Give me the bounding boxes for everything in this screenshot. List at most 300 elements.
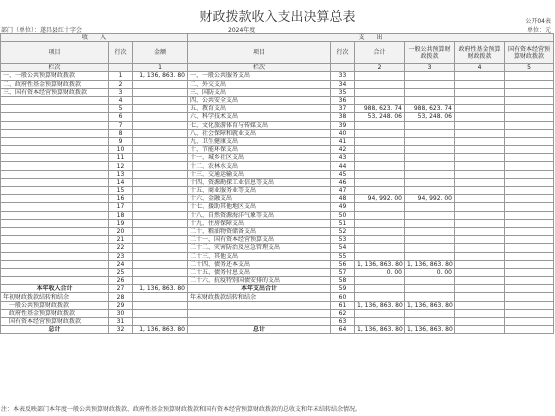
- expense-gov-fund-cell: [455, 88, 505, 96]
- expense-gov-fund-cell: [455, 113, 505, 121]
- lanci-2: 2: [355, 64, 405, 72]
- expense-general-cell: 1, 136, 863. 80: [405, 326, 455, 334]
- expense-gov-fund-cell: [455, 252, 505, 260]
- expense-general-cell: [405, 162, 455, 170]
- unit-label: 单位：元: [526, 27, 551, 34]
- expense-line-cell: 55: [331, 252, 355, 260]
- expense-item-cell: 本年支出合计: [188, 285, 331, 293]
- expense-item-cell: 六、科学技术支出: [188, 113, 331, 121]
- income-amount-cell: 1, 136, 863. 80: [133, 285, 188, 293]
- col-line-income: 行次: [109, 42, 133, 64]
- expense-item-cell: 七、文化旅游体育与传媒支出: [188, 121, 331, 129]
- expense-line-cell: 42: [331, 146, 355, 154]
- income-item-cell: [1, 121, 109, 129]
- expense-total-cell: 988, 623. 74: [355, 105, 405, 113]
- expense-item-cell: 五、教育支出: [188, 105, 331, 113]
- income-item-cell: [1, 154, 109, 162]
- table-row: [1, 301, 554, 309]
- income-item-cell: [1, 129, 109, 137]
- lanci-empty: [109, 64, 133, 72]
- expense-gov-fund-cell: [455, 170, 505, 178]
- expense-item-cell: 二十五、债务付息支出: [188, 268, 331, 276]
- expense-line-cell: 38: [331, 113, 355, 121]
- expense-line-cell: 33: [331, 72, 355, 80]
- expense-line-cell: 37: [331, 105, 355, 113]
- income-item-cell: 年初财政拨款结转和结余: [1, 293, 109, 301]
- table-row: [1, 219, 554, 227]
- expense-line-cell: 35: [331, 88, 355, 96]
- col-amount: 金额: [133, 42, 188, 64]
- expense-total-cell: [355, 277, 405, 285]
- lanci-4: 4: [455, 64, 505, 72]
- expense-item-cell: 二十、粮油物资储备支出: [188, 227, 331, 235]
- expense-general-cell: [405, 236, 455, 244]
- table-row: [1, 105, 554, 113]
- expense-line-cell: 39: [331, 121, 355, 129]
- expense-general-cell: 94, 992. 00: [405, 195, 455, 203]
- expense-total-cell: [355, 309, 405, 317]
- lanci-label: 栏次: [188, 64, 331, 72]
- income-amount-cell: [133, 121, 188, 129]
- expense-item-cell: 八、社会保障和就业支出: [188, 129, 331, 137]
- expense-general-cell: 0. 00: [405, 268, 455, 276]
- table-row: [1, 195, 554, 203]
- expense-general-cell: [405, 285, 455, 293]
- expense-gov-fund-cell: [455, 146, 505, 154]
- expense-item-cell: 十六、金融支出: [188, 195, 331, 203]
- expense-total-cell: [355, 178, 405, 186]
- expense-total-cell: [355, 252, 405, 260]
- table-row: [1, 203, 554, 211]
- income-amount-cell: [133, 252, 188, 260]
- expense-item-cell: 一、一般公共服务支出: [188, 72, 331, 80]
- income-item-cell: [1, 260, 109, 268]
- income-line-cell: 9: [109, 137, 133, 145]
- expense-item-cell: 十二、农林水支出: [188, 162, 331, 170]
- col-gov-fund: 政府性基金预算财政拨款: [455, 42, 505, 64]
- expense-soe-cell: [505, 219, 554, 227]
- table-row: [1, 326, 554, 334]
- income-item-cell: [1, 211, 109, 219]
- expense-general-cell: [405, 219, 455, 227]
- expense-item-cell: [188, 309, 331, 317]
- income-line-cell: 23: [109, 252, 133, 260]
- expense-general-cell: 53, 248. 06: [405, 113, 455, 121]
- expense-line-cell: 64: [331, 326, 355, 334]
- income-line-cell: 7: [109, 121, 133, 129]
- income-amount-cell: [133, 293, 188, 301]
- expense-gov-fund-cell: [455, 227, 505, 235]
- income-item-cell: [1, 170, 109, 178]
- income-amount-cell: 1, 136, 863. 80: [133, 72, 188, 80]
- expense-soe-cell: [505, 162, 554, 170]
- income-amount-cell: [133, 203, 188, 211]
- expense-line-cell: 61: [331, 301, 355, 309]
- income-line-cell: 14: [109, 178, 133, 186]
- expense-soe-cell: [505, 113, 554, 121]
- income-amount-cell: [133, 227, 188, 235]
- income-line-cell: 20: [109, 227, 133, 235]
- lanci-3: 3: [405, 64, 455, 72]
- table-row: [1, 293, 554, 301]
- expense-line-cell: 41: [331, 137, 355, 145]
- expense-gov-fund-cell: [455, 137, 505, 145]
- expense-total-cell: [355, 88, 405, 96]
- year-label: 2024年度: [228, 27, 256, 34]
- expense-total-cell: [355, 227, 405, 235]
- expense-soe-cell: [505, 88, 554, 96]
- expense-total-cell: 1, 136, 863. 80: [355, 326, 405, 334]
- table-row: [1, 178, 554, 186]
- table-row: [1, 236, 554, 244]
- expense-gov-fund-cell: [455, 211, 505, 219]
- expense-soe-cell: [505, 285, 554, 293]
- expense-line-cell: 60: [331, 293, 355, 301]
- lanci-1: 1: [133, 64, 188, 72]
- expense-total-cell: [355, 162, 405, 170]
- expense-item-cell: 十一、城乡社区支出: [188, 154, 331, 162]
- budget-table: [0, 33, 554, 334]
- income-line-cell: 4: [109, 96, 133, 104]
- expense-gov-fund-cell: [455, 277, 505, 285]
- expense-general-cell: [405, 293, 455, 301]
- table-row: [1, 211, 554, 219]
- dept-label: 部门（单位）：遂昌县红十字会: [1, 27, 83, 34]
- expense-gov-fund-cell: [455, 318, 505, 326]
- expense-line-cell: 63: [331, 318, 355, 326]
- expense-item-cell: 十九、住房保障支出: [188, 219, 331, 227]
- table-row: [1, 121, 554, 129]
- income-line-cell: 31: [109, 318, 133, 326]
- expense-line-cell: 51: [331, 219, 355, 227]
- col-general-budget: 一般公共预算财政拨款: [405, 42, 455, 64]
- expense-total-cell: [355, 285, 405, 293]
- expense-soe-cell: [505, 318, 554, 326]
- expense-general-cell: [405, 309, 455, 317]
- table-row: [1, 268, 554, 276]
- income-amount-cell: [133, 268, 188, 276]
- expense-gov-fund-cell: [455, 236, 505, 244]
- expense-soe-cell: [505, 260, 554, 268]
- income-line-cell: 17: [109, 203, 133, 211]
- income-item-cell: 三、国有资本经营预算财政拨款: [1, 88, 109, 96]
- income-amount-cell: [133, 146, 188, 154]
- col-total: 合计: [355, 42, 405, 64]
- income-line-cell: 21: [109, 236, 133, 244]
- expense-gov-fund-cell: [455, 187, 505, 195]
- expense-general-cell: [405, 277, 455, 285]
- income-amount-cell: [133, 137, 188, 145]
- income-line-cell: 11: [109, 154, 133, 162]
- expense-item-cell: 十五、商业服务业等支出: [188, 187, 331, 195]
- income-amount-cell: 1, 136, 863. 80: [133, 326, 188, 334]
- income-line-cell: 15: [109, 187, 133, 195]
- expense-line-cell: 45: [331, 170, 355, 178]
- expense-total-cell: [355, 244, 405, 252]
- income-amount-cell: [133, 80, 188, 88]
- expense-soe-cell: [505, 121, 554, 129]
- expense-item-cell: 十三、交通运输支出: [188, 170, 331, 178]
- income-amount-cell: [133, 113, 188, 121]
- expense-total-cell: [355, 219, 405, 227]
- expense-soe-cell: [505, 301, 554, 309]
- income-item-cell: [1, 244, 109, 252]
- expense-gov-fund-cell: [455, 285, 505, 293]
- expense-general-cell: [405, 146, 455, 154]
- income-amount-cell: [133, 318, 188, 326]
- expense-general-cell: [405, 170, 455, 178]
- col-item-income: 项目: [1, 42, 109, 64]
- income-amount-cell: [133, 154, 188, 162]
- expense-soe-cell: [505, 244, 554, 252]
- expense-total-cell: [355, 146, 405, 154]
- income-item-cell: [1, 203, 109, 211]
- income-line-cell: 5: [109, 105, 133, 113]
- expense-general-cell: [405, 137, 455, 145]
- table-row: [1, 170, 554, 178]
- income-line-cell: 3: [109, 88, 133, 96]
- income-amount-cell: [133, 170, 188, 178]
- income-amount-cell: [133, 309, 188, 317]
- income-amount-cell: [133, 105, 188, 113]
- income-item-cell: [1, 137, 109, 145]
- expense-gov-fund-cell: [455, 154, 505, 162]
- income-line-cell: 6: [109, 113, 133, 121]
- expense-line-cell: 40: [331, 129, 355, 137]
- expense-item-cell: 九、卫生健康支出: [188, 137, 331, 145]
- expense-soe-cell: [505, 252, 554, 260]
- income-item-cell: [1, 178, 109, 186]
- income-line-cell: 8: [109, 129, 133, 137]
- expense-general-cell: [405, 178, 455, 186]
- income-item-cell: 一般公共预算财政拨款: [1, 301, 109, 309]
- expense-item-cell: 二十二、灾害防治及应急管理支出: [188, 244, 331, 252]
- income-amount-cell: [133, 301, 188, 309]
- expense-soe-cell: [505, 187, 554, 195]
- expense-general-cell: [405, 88, 455, 96]
- table-row: [1, 113, 554, 121]
- expense-gov-fund-cell: [455, 129, 505, 137]
- income-item-cell: 政府性基金预算财政拨款: [1, 309, 109, 317]
- income-line-cell: 25: [109, 268, 133, 276]
- table-row: [1, 88, 554, 96]
- expense-soe-cell: [505, 277, 554, 285]
- expense-line-cell: 36: [331, 96, 355, 104]
- table-row: [1, 252, 554, 260]
- expense-item-cell: [188, 318, 331, 326]
- expense-soe-cell: [505, 154, 554, 162]
- income-line-cell: 26: [109, 277, 133, 285]
- expense-total-cell: [355, 137, 405, 145]
- expense-gov-fund-cell: [455, 203, 505, 211]
- expense-soe-cell: [505, 326, 554, 334]
- expense-item-cell: [188, 301, 331, 309]
- expense-soe-cell: [505, 80, 554, 88]
- expense-general-cell: [405, 318, 455, 326]
- expense-soe-cell: [505, 309, 554, 317]
- income-item-cell: [1, 105, 109, 113]
- income-line-cell: 24: [109, 260, 133, 268]
- col-line-expense: 行次: [331, 42, 355, 64]
- expense-item-cell: 二十六、抗疫特别国债安排的支出: [188, 277, 331, 285]
- expense-general-cell: [405, 129, 455, 137]
- income-item-cell: [1, 219, 109, 227]
- table-row: [1, 154, 554, 162]
- income-item-cell: [1, 113, 109, 121]
- expense-item-cell: 十、节能环保支出: [188, 146, 331, 154]
- expense-soe-cell: [505, 293, 554, 301]
- income-line-cell: 13: [109, 170, 133, 178]
- expense-gov-fund-cell: [455, 72, 505, 80]
- expense-soe-cell: [505, 203, 554, 211]
- income-amount-cell: [133, 260, 188, 268]
- income-item-cell: 本年收入合计: [1, 285, 109, 293]
- expense-line-cell: 59: [331, 285, 355, 293]
- expense-total-cell: [355, 121, 405, 129]
- expense-gov-fund-cell: [455, 178, 505, 186]
- footnote: 注：本表反映部门本年度一般公共预算财政拨款、政府性基金预算财政拨款和国有资本经营预算财政拨款的总收支和年末结转结余情况。: [1, 406, 362, 413]
- expense-total-cell: 53, 248. 06: [355, 113, 405, 121]
- income-amount-cell: [133, 244, 188, 252]
- income-item-cell: [1, 187, 109, 195]
- table-row: [1, 72, 554, 80]
- income-amount-cell: [133, 219, 188, 227]
- lanci-empty: [331, 64, 355, 72]
- income-line-cell: 29: [109, 301, 133, 309]
- expense-item-cell: 三、国防支出: [188, 88, 331, 96]
- expense-total-cell: [355, 203, 405, 211]
- income-item-cell: [1, 268, 109, 276]
- expense-line-cell: 56: [331, 260, 355, 268]
- income-item-cell: 一、一般公共预算财政拨款: [1, 72, 109, 80]
- expense-line-cell: 34: [331, 80, 355, 88]
- expense-gov-fund-cell: [455, 244, 505, 252]
- income-amount-cell: [133, 236, 188, 244]
- expense-total-cell: [355, 211, 405, 219]
- income-line-cell: 30: [109, 309, 133, 317]
- income-item-cell: [1, 195, 109, 203]
- income-item-cell: [1, 252, 109, 260]
- expense-total-cell: [355, 154, 405, 162]
- expense-gov-fund-cell: [455, 162, 505, 170]
- expense-total-cell: [355, 129, 405, 137]
- expense-total-cell: 1, 136, 863. 80: [355, 260, 405, 268]
- table-row: [1, 260, 554, 268]
- expense-total-cell: [355, 170, 405, 178]
- expense-line-cell: 47: [331, 187, 355, 195]
- expense-item-cell: 二十三、其他支出: [188, 252, 331, 260]
- expense-gov-fund-cell: [455, 301, 505, 309]
- table-row: [1, 146, 554, 154]
- table-row: [1, 309, 554, 317]
- table-row: [1, 96, 554, 104]
- income-line-cell: 10: [109, 146, 133, 154]
- income-amount-cell: [133, 162, 188, 170]
- expense-item-cell: 总计: [188, 326, 331, 334]
- expense-soe-cell: [505, 178, 554, 186]
- expense-general-cell: [405, 121, 455, 129]
- expense-soe-cell: [505, 227, 554, 235]
- expense-soe-cell: [505, 72, 554, 80]
- income-item-cell: [1, 146, 109, 154]
- expense-total-cell: [355, 96, 405, 104]
- expense-item-cell: 十八、自然资源海洋气象等支出: [188, 211, 331, 219]
- expense-line-cell: 57: [331, 268, 355, 276]
- expense-item-cell: 十四、资源勘探工业信息等支出: [188, 178, 331, 186]
- expense-soe-cell: [505, 170, 554, 178]
- expense-soe-cell: [505, 129, 554, 137]
- expense-gov-fund-cell: [455, 80, 505, 88]
- expense-soe-cell: [505, 105, 554, 113]
- expense-total-cell: [355, 72, 405, 80]
- expense-general-cell: [405, 96, 455, 104]
- income-line-cell: 22: [109, 244, 133, 252]
- expense-item-cell: 十七、援助其他地区支出: [188, 203, 331, 211]
- expense-soe-cell: [505, 195, 554, 203]
- lanci-label: 栏次: [1, 64, 109, 72]
- income-item-cell: [1, 277, 109, 285]
- expense-general-cell: [405, 80, 455, 88]
- income-amount-cell: [133, 88, 188, 96]
- expense-soe-cell: [505, 96, 554, 104]
- table-row: [1, 285, 554, 293]
- expense-item-cell: 四、公共安全支出: [188, 96, 331, 104]
- table-row: [1, 162, 554, 170]
- expense-general-cell: 988, 623. 74: [405, 105, 455, 113]
- expense-gov-fund-cell: [455, 121, 505, 129]
- income-line-cell: 12: [109, 162, 133, 170]
- expense-item-cell: 二十一、国有资本经营预算支出: [188, 236, 331, 244]
- expense-line-cell: 54: [331, 244, 355, 252]
- income-line-cell: 1: [109, 72, 133, 80]
- expense-line-cell: 43: [331, 154, 355, 162]
- report-title: 财政拨款收入支出决算总表: [199, 10, 356, 25]
- table-row: [1, 80, 554, 88]
- table-row: [1, 137, 554, 145]
- income-line-cell: 19: [109, 219, 133, 227]
- income-item-cell: 国有资本经营预算财政拨款: [1, 318, 109, 326]
- income-line-cell: 2: [109, 80, 133, 88]
- expense-gov-fund-cell: [455, 293, 505, 301]
- expense-item-cell: 年末财政拨款结转和结余: [188, 293, 331, 301]
- expense-total-cell: 0. 00: [355, 268, 405, 276]
- income-line-cell: 16: [109, 195, 133, 203]
- expense-general-cell: [405, 203, 455, 211]
- income-amount-cell: [133, 96, 188, 104]
- expense-soe-cell: [505, 146, 554, 154]
- income-item-cell: 二、政府性基金预算财政拨款: [1, 80, 109, 88]
- expense-section-header: 支 出: [188, 34, 554, 42]
- table-row: [1, 129, 554, 137]
- expense-general-cell: [405, 227, 455, 235]
- expense-gov-fund-cell: [455, 96, 505, 104]
- expense-gov-fund-cell: [455, 268, 505, 276]
- income-item-cell: 总计: [1, 326, 109, 334]
- expense-general-cell: [405, 244, 455, 252]
- income-line-cell: 28: [109, 293, 133, 301]
- expense-line-cell: 48: [331, 195, 355, 203]
- expense-line-cell: 50: [331, 211, 355, 219]
- expense-gov-fund-cell: [455, 105, 505, 113]
- expense-soe-cell: [505, 137, 554, 145]
- income-amount-cell: [133, 195, 188, 203]
- expense-total-cell: 94, 992. 00: [355, 195, 405, 203]
- expense-total-cell: [355, 318, 405, 326]
- income-section-header: 收 入: [1, 34, 188, 42]
- income-item-cell: [1, 236, 109, 244]
- income-amount-cell: [133, 129, 188, 137]
- expense-soe-cell: [505, 268, 554, 276]
